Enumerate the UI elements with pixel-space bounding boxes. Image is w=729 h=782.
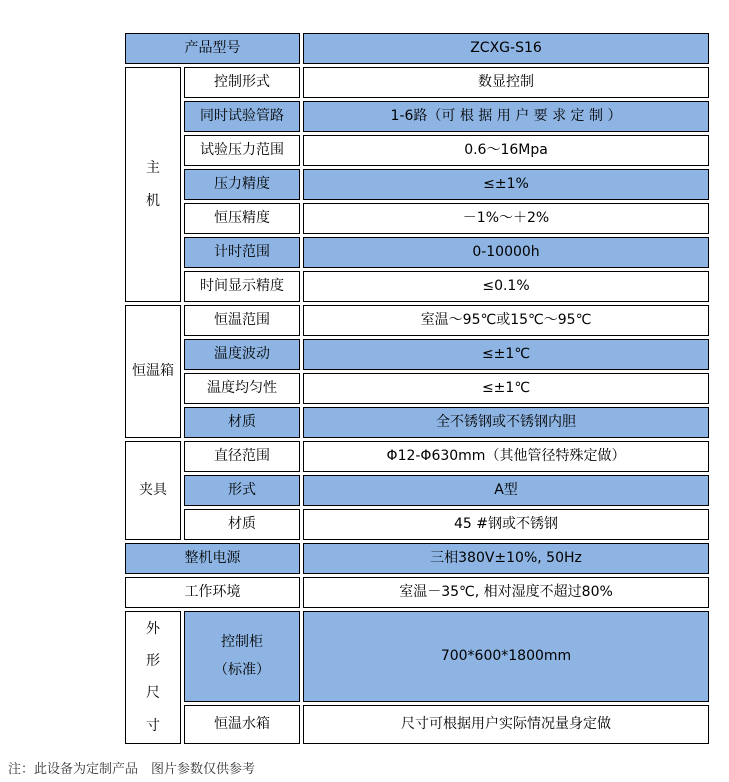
spec-value: ≤0.1% — [303, 271, 709, 302]
spec-value: ≤±1% — [303, 169, 709, 200]
spec-value: 0.6～16Mpa — [303, 135, 709, 166]
row-temp-uniformity — [125, 373, 709, 404]
group-fixture-label: 夹具 — [139, 482, 167, 499]
row-water-tank — [125, 705, 709, 744]
spec-value: 室温～95℃或15℃～95℃ — [303, 305, 709, 336]
product-model-value: ZCXG-S16 — [303, 33, 709, 64]
cabinet-label-line2: （标准） — [214, 662, 270, 679]
row-product-model — [125, 33, 709, 64]
row-pressure-range — [125, 135, 709, 166]
row-temp-range — [125, 305, 709, 336]
row-fixture-material — [125, 509, 709, 540]
spec-label: 恒温水箱 — [184, 705, 300, 744]
spec-label: 时间显示精度 — [184, 271, 300, 302]
row-control-cabinet — [125, 611, 709, 702]
spec-value: －1%～＋2% — [303, 203, 709, 234]
spec-label: 试验压力范围 — [184, 135, 300, 166]
spec-label: 控制形式 — [184, 67, 300, 98]
spec-value: ≤±1℃ — [303, 373, 709, 404]
spec-value: A型 — [303, 475, 709, 506]
spec-label: 计时范围 — [184, 237, 300, 268]
cabinet-label-line1: 控制柜 — [221, 634, 263, 651]
row-temp-fluctuation — [125, 339, 709, 370]
spec-value: Φ12-Φ630mm（其他管径特殊定做） — [303, 441, 709, 472]
row-diameter-range — [125, 441, 709, 472]
spec-value: 尺寸可根据用户实际情况量身定做 — [303, 705, 709, 744]
spec-label: 工作环境 — [125, 577, 300, 608]
spec-value: 全不锈钢或不锈钢内胆 — [303, 407, 709, 438]
spec-label: 压力精度 — [184, 169, 300, 200]
spec-label: 温度波动 — [184, 339, 300, 370]
spec-label: 温度均匀性 — [184, 373, 300, 404]
spec-value: 700*600*1800mm — [303, 611, 709, 702]
group-thermostat-box — [125, 305, 181, 438]
row-working-environment — [125, 577, 709, 608]
group-fixture — [125, 441, 181, 540]
spec-label: 材质 — [184, 407, 300, 438]
row-control-type — [125, 67, 709, 98]
group-thermostat-box-label: 恒温箱 — [132, 363, 174, 380]
group-dimensions — [125, 611, 181, 744]
spec-value: 室温－35℃, 相对湿度不超过80% — [303, 577, 709, 608]
spec-value: ≤±1℃ — [303, 339, 709, 370]
row-box-material — [125, 407, 709, 438]
spec-table — [122, 30, 712, 747]
row-test-lines — [125, 101, 709, 132]
group-host-label: 主机 — [145, 160, 160, 209]
spec-label: 恒温范围 — [184, 305, 300, 336]
row-constant-pressure-accuracy — [125, 203, 709, 234]
spec-label: 同时试验管路 — [184, 101, 300, 132]
group-host — [125, 67, 181, 302]
spec-label: 材质 — [184, 509, 300, 540]
footnote: 注：此设备为定制产品 图片参数仅供参考 — [8, 762, 256, 777]
row-time-display-accuracy — [125, 271, 709, 302]
spec-label: 恒压精度 — [184, 203, 300, 234]
spec-label: 形式 — [184, 475, 300, 506]
spec-value: 45 #钢或不锈钢 — [303, 509, 709, 540]
group-dimensions-label: 外形尺寸 — [145, 621, 160, 734]
spec-label: 整机电源 — [125, 543, 300, 574]
spec-label — [184, 611, 300, 702]
row-timing-range — [125, 237, 709, 268]
spec-value: 1-6路（可 根 据 用 户 要 求 定 制 ） — [303, 101, 709, 132]
spec-value: 0-10000h — [303, 237, 709, 268]
row-power-supply — [125, 543, 709, 574]
spec-value: 三相380V±10%, 50Hz — [303, 543, 709, 574]
row-fixture-type — [125, 475, 709, 506]
product-model-label: 产品型号 — [125, 33, 300, 64]
spec-label: 直径范围 — [184, 441, 300, 472]
spec-value: 数显控制 — [303, 67, 709, 98]
row-pressure-accuracy — [125, 169, 709, 200]
